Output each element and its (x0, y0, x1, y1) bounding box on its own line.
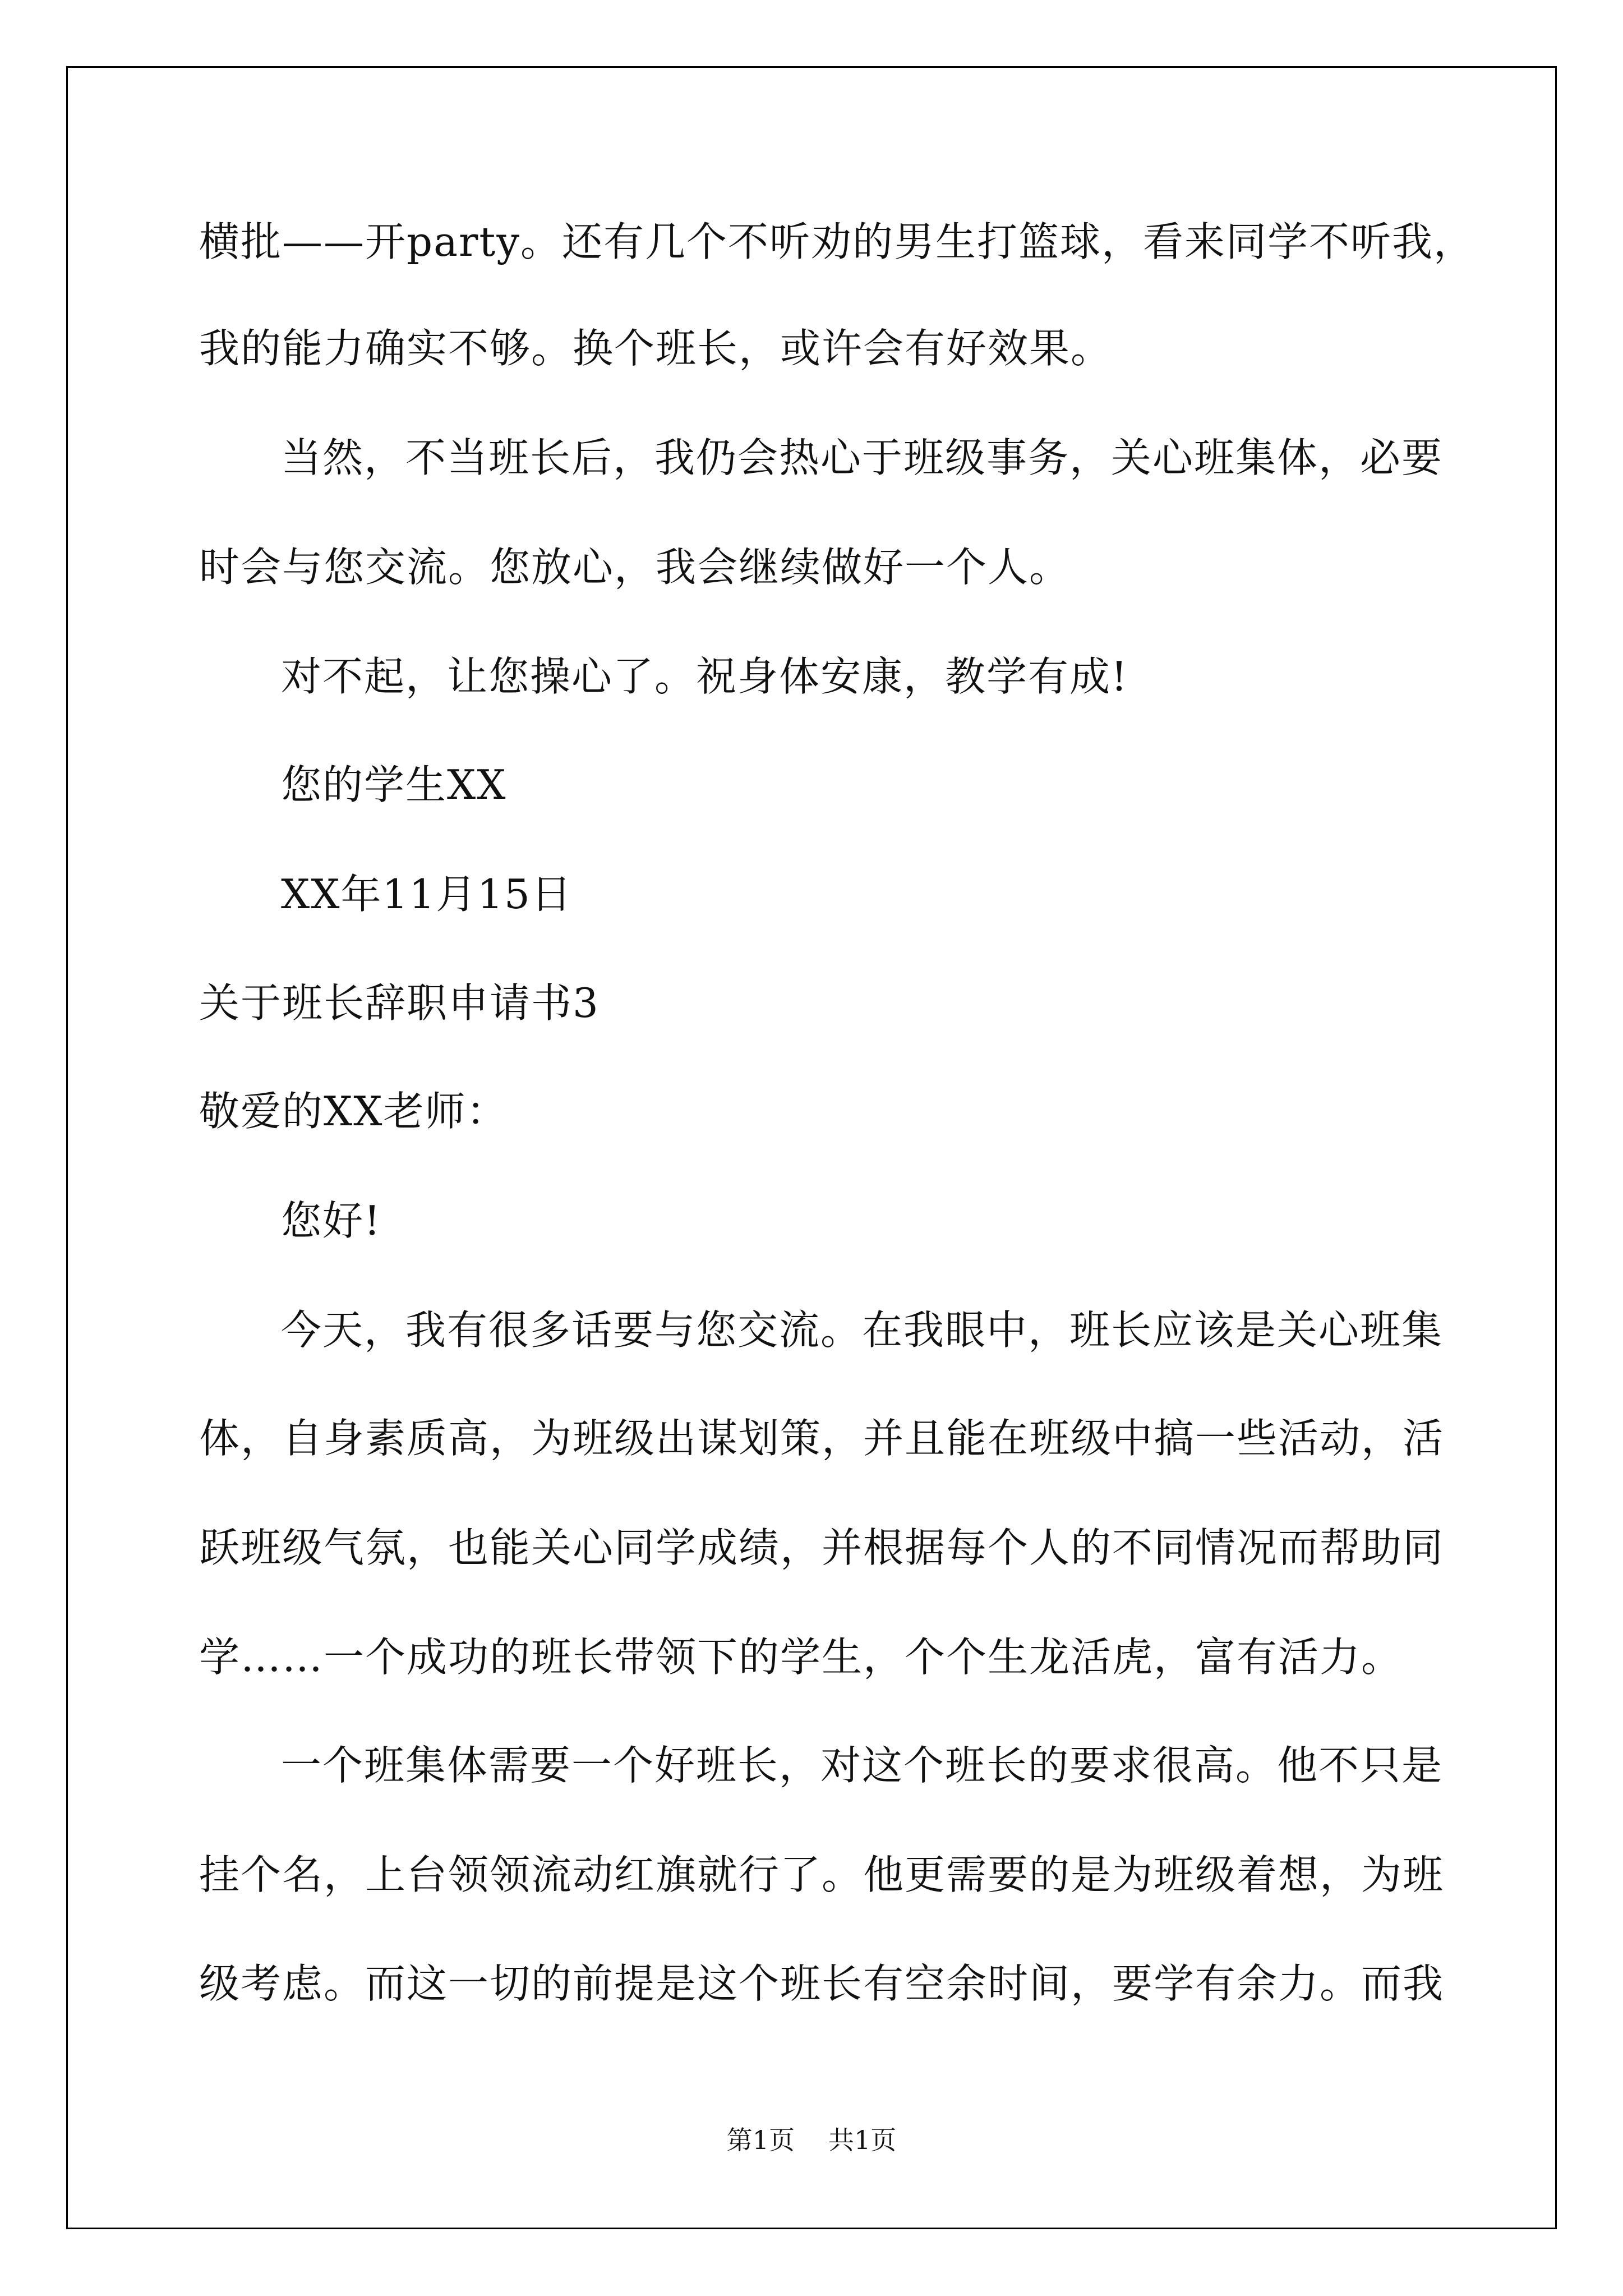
page-footer (0, 2127, 1623, 2153)
text-line-5: 对不起，让您操心了。祝身体安康，教学有成! (281, 653, 1128, 700)
text-line-1: 横批——开party。还有几个不听劝的男生打篮球，看来同学不听我， (199, 218, 1476, 265)
text-line-15: 一个班集体需要一个好班长，对这个班长的要求很高。他不只是 (281, 1742, 1444, 1789)
page-number: 第1页 (726, 2125, 795, 2155)
section-heading: 关于班长辞职申请书3 (199, 979, 600, 1027)
text-line-14: 学……一个成功的班长带领下的学生，个个生龙活虎，富有活力。 (199, 1634, 1403, 1681)
salutation: 敬爱的XX老师： (199, 1088, 508, 1135)
text-line-16: 挂个名，上台领领流动红旗就行了。他更需要的是为班级着想，为班 (199, 1851, 1445, 1898)
page-total: 共1页 (828, 2125, 897, 2155)
text-line-13: 跃班级气氛，也能关心同学成绩，并根据每个人的不同情况而帮助同 (199, 1524, 1445, 1571)
text-line-4: 时会与您交流。您放心，我会继续做好一个人。 (199, 544, 1071, 591)
text-line-11: 今天，我有很多话要与您交流。在我眼中，班长应该是关心班集 (281, 1306, 1444, 1354)
greeting: 您好! (281, 1197, 381, 1244)
text-line-12: 体，自身素质高，为班级出谋划策，并且能在班级中搞一些活动，活 (199, 1415, 1445, 1462)
text-line-3: 当然，不当班长后，我仍会热心于班级事务，关心班集体，必要 (281, 434, 1444, 481)
text-line-2: 我的能力确实不够。换个班长，或许会有好效果。 (199, 325, 1113, 372)
signature-name: 您的学生XX (281, 761, 507, 808)
signature-date: XX年11月15日 (281, 871, 573, 918)
page-border (66, 66, 1557, 2229)
text-line-17: 级考虑。而这一切的前提是这个班长有空余时间，要学有余力。而我 (199, 1960, 1445, 2007)
